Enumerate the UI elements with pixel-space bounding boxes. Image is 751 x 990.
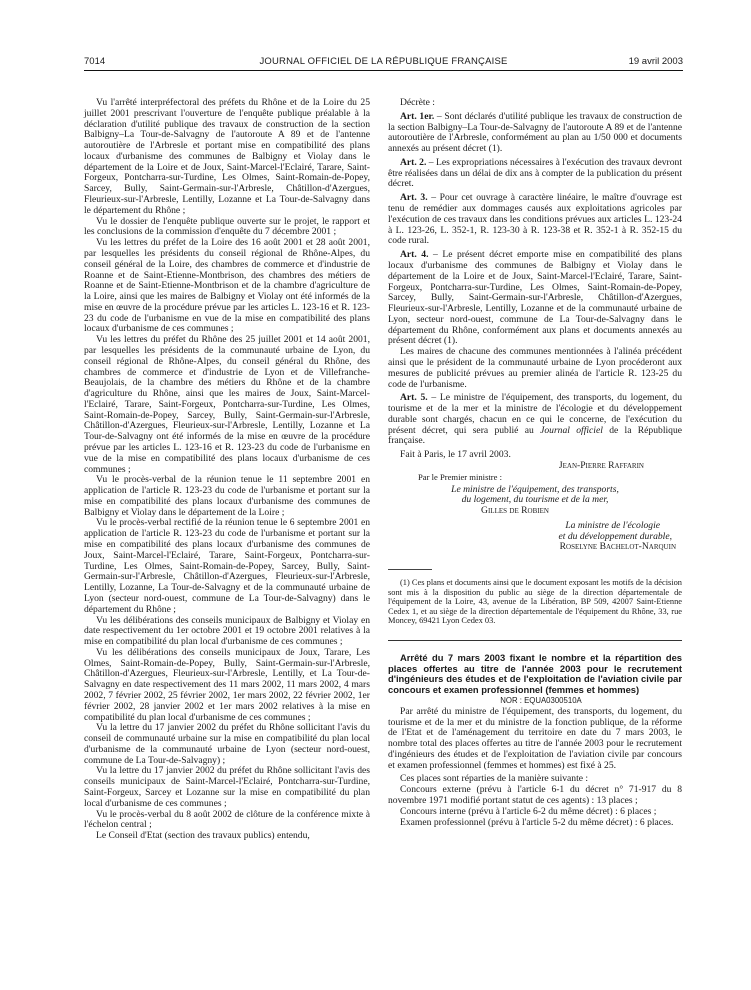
minister-2-name: Roselyne Bachelot-Narquin: [559, 541, 676, 553]
distribution-item: Concours interne (prévu à l'article 6-2 du même décret) : 6 places ;: [400, 805, 657, 817]
minister-1-title: Le ministre de l'équipement, des transports,: [451, 483, 619, 495]
visa-paragraph: Vu la lettre du 17 janvier 2002 du préfet du Rhône sollicitant l'avis du conseil de communauté urbaine sur la mise en compatibilité du plan local d'urbanisme de la communauté urbaine de Lyon (secteur nord-ouest, commune de La Tour-de-Salvagny) ;: [84, 722, 370, 766]
visa-paragraph: Vu les lettres du préfet du Rhône des 25 juillet 2001 et 14 août 2001, par lesquelles les présidents de la communauté urbaine de Lyon, du conseil régional de Rhône-Alpes, du conseil général du Rhône, des chambres de commerce et d'industrie de Lyon et de Villefranche-Beaujolais, de la chambre des métiers du Rhône et de la chambre d'agriculture du Rhône, ainsi que les maires de Joux, Saint-Marcel-l'Eclairé, Tarare, Saint-Forgeux, Pontcharra-sur-Turdine, Les Olmes, Saint-Romain-de-Popey, Sarcey, Bully, Saint-Germain-sur-l'Arbresle, Châtillon-d'Azergues, Fleurieux-sur-l'Arbresle, Lentilly, Lozanne et La Tour-de-Salvagny ont été informés de la mise en œuvre de la procédure prévue par les articles L. 123-16 et R. 123-23 du code de l'urbanisme en vue de la mise en compatibilité des plans locaux d'urbanisme de ces communes ;: [84, 334, 370, 475]
article-3-label: Art. 3.: [400, 192, 428, 204]
article-2: [388, 158, 682, 190]
visa-paragraph: Vu le procès-verbal du 8 août 2002 de clôture de la conférence mixte à l'échelon central ;: [84, 808, 370, 831]
page-number: 7014: [84, 56, 106, 67]
article-5: [388, 393, 682, 447]
arrete-body: Par arrêté du ministre de l'équipement, des transports, du logement, du tourisme et de la mer et du ministre de la fonction publique, de la réforme de l'Etat et de l'aménagement du territoire en date du 7 mars 2003, le nombre total des places offertes au titre de l'année 2003 pour le recrutement d'ingénieurs des études et de l'exploitation de l'aviation civile par concours et examen professionnel (femmes et hommes) est fixé à 25.: [388, 705, 682, 771]
footnote: (1) Ces plans et documents ainsi que le document exposant les motifs de la décision sont mis à la disposition du public au siège de la direction départementale de l'équipement de la Loire, 43, avenue de la Libération, BP 509, 42007 Saint-Etienne Cedex 1, et au siège de la direction départementale de l'équipement du Rhône, 33, rue Moncey, 69421 Lyon Cedex 03.: [388, 578, 682, 626]
header-rule: [84, 70, 683, 71]
distribution-item: Concours externe (prévu à l'article 6-1 du décret n° 71-917 du 8 novembre 1971 modifié portant statut de ces agents) : 13 places ;: [388, 784, 682, 806]
arrete-title: Arrêté du 7 mars 2003 fixant le nombre et la répartition des places offertes au titre de l'année 2003 pour le recrutement d'ingénieurs des études et de l'exploitation de l'aviation civile par concours et examen professionnel (femmes et hommes): [388, 651, 682, 696]
article-5-text-end: de la République française.: [388, 424, 683, 447]
decree-intro: Décrète :: [400, 97, 435, 108]
minister-1-name: Gilles de Robien: [481, 505, 549, 517]
article-4-text: – Le présent décret emporte mise en compatibilité des plans locaux d'urbanisme des communes de Balbigny et Violay dans le département de la Loire et de Joux, Saint-Marcel-l'Eclairé, Tarare, Saint-Forgeux, Pontcharra-sur-Turdine, Les Olmes, Saint-Romain-de-Popey, Sarcey, Bully, Saint-Germain-sur-l'Arbresle, Châtillon-d'Azergues, Fleurieux-sur-l'Arbresle, Lentilly, Lozanne et de la communauté urbaine de Lyon, secteur nord-ouest, commune de La Tour-de-Salvagny dans le département du Rhône, conformément aux plans et documents annexés au présent décret (1).: [388, 249, 682, 347]
distribution-intro: Ces places sont réparties de la manière suivante :: [400, 773, 589, 785]
right-column: [388, 98, 682, 828]
visa-paragraph: Le Conseil d'Etat (section des travaux publics) entendu,: [96, 830, 310, 842]
pm-by: Par le Premier ministre :: [418, 471, 503, 482]
article-4-paragraph-2: Les maires de chacune des communes mentionnées à l'alinéa précédent ainsi que le président de la communauté urbaine de Lyon procéderont aux mesures de publicité prévues au premier alinéa de l'article R. 123-25 du code de l'urbanisme.: [388, 346, 682, 390]
article-2-label: Art. 2.: [400, 156, 427, 168]
minister-1-title-cont: du logement, du tourisme et de la mer,: [461, 494, 609, 506]
section-divider: [388, 640, 682, 641]
article-4-label: Art. 4.: [400, 249, 429, 261]
done-at: Fait à Paris, le 17 avril 2003.: [400, 449, 511, 461]
issue-date: 19 avril 2003: [628, 56, 683, 67]
distribution-item: Examen professionnel (prévu à l'article 5-2 du même décret) : 6 places.: [400, 816, 674, 828]
article-1-text: – Sont déclarés d'utilité publique les travaux de construction de la section Balbigny–La Tour-de-Salvagny de l'autoroute A 89 et de l'antenne autoroutière de l'Arbresle, conformément au plan au 1/50 000 et documents annexés au présent décret (1).: [388, 110, 682, 155]
minister-2-title: La ministre de l'écologie: [565, 519, 660, 531]
article-5-text: – Le ministre de l'équipement, des transports, du logement, du tourisme et de la mer et la ministre de l'écologie et du développement durable sont chargés, chacun en ce qui le concerne, de l'exécution du présent décret, qui sera publié au: [388, 392, 682, 436]
article-1: [388, 112, 682, 155]
journal-title: JOURNAL OFFICIEL DE LA RÉPUBLIQUE FRANÇAISE: [259, 56, 508, 67]
visa-paragraph: Vu le procès-verbal rectifié de la réunion tenue le 6 septembre 2001 en application de l'article R. 123-23 du code de l'urbanisme et portant sur la mise en compatibilité des plans locaux d'urbanisme des communes de Joux, Saint-Marcel-l'Eclairé, Tarare, Saint-Forgeux, Pontcharra-sur-Turdine, Les Olmes, Saint-Romain-de-Popey, Sarcey, Bully, Saint-Germain-sur-l'Arbresle, Châtillon-d'Azergues, Fleurieux-sur-l'Arbresle, Lentilly, Lozanne, La Tour-de-Salvagny et de la communauté urbaine de Lyon (secteur nord-ouest, commune de La Tour-de-Salvagny) dans le département du Rhône ;: [84, 517, 370, 615]
journal-officiel-mention: Journal officiel: [540, 424, 603, 436]
article-1-label: Art. 1er.: [400, 110, 435, 122]
article-2-text: – Les expropriations nécessaires à l'exécution des travaux devront être réalisées dans un délai de dix ans à compter de la publication du présent décret.: [388, 156, 682, 190]
article-5-label: Art. 5.: [400, 392, 428, 404]
page-header: [84, 56, 683, 70]
minister-2-title-cont: et du développement durable,: [558, 530, 672, 542]
article-3: [388, 193, 682, 247]
pm-signature: Jean-Pierre Raffarin: [558, 460, 644, 471]
visa-paragraph: Vu les délibérations des conseils municipaux de Balbigny et Violay en date respectivement du 1er octobre 2001 et 19 octobre 2001 relatives à la mise en compatibilité du plan local d'urbanisme de ces communes ;: [84, 614, 370, 648]
nor-reference: NOR : EQUA0300510A: [500, 695, 582, 705]
left-column: [84, 98, 370, 842]
footnote-rule: [388, 569, 432, 570]
visa-paragraph: Vu l'arrêté interpréfectoral des préfets du Rhône et de la Loire du 25 juillet 2001 prescrivant l'ouverture de l'enquête publique préalable à la déclaration d'utilité publique des travaux de construction de la section Balbigny–La Tour-de-Salvagny de l'autoroute A 89 et de l'antenne autoroutière de l'Arbresle et portant mise en compatibilité des plans locaux d'urbanisme des communes de Balbigny et Violay dans le département de la Loire et de Joux, Saint-Marcel-l'Eclairé, Tarare, Saint-Forgeux, Pontcharra-sur-Turdine, Les Olmes, Saint-Romain-de-Popey, Sarcey, Bully, Saint-Germain-sur-l'Arbresle, Châtillon-d'Azergues, Fleurieux-sur-l'Arbresle, Lentilly, Lozanne et La Tour-de-Salvagny dans le département du Rhône ;: [84, 97, 370, 216]
visa-paragraph: Vu la lettre du 17 janvier 2002 du préfet du Rhône sollicitant l'avis des conseils municipaux de Saint-Marcel-l'Eclairé, Pontcharra-sur-Turdine, Saint-Forgeux, Sarcey et Lozanne sur la mise en compatibilité du plan local d'urbanisme de ces communes ;: [84, 765, 370, 809]
article-3-text: – Pour cet ouvrage à caractère linéaire, le maître d'ouvrage est tenu de remédier aux dommages causés aux exploitations agricoles par l'exécution de ces travaux dans les conditions prévues aux articles L. 123-24 à L. 123-26, L. 352-1, R. 123-30 à R. 123-38 et R. 352-1 à R. 352-15 du code rural.: [388, 192, 683, 247]
article-4: [388, 250, 682, 347]
visa-paragraph: Vu les délibérations des conseils municipaux de Joux, Tarare, Les Olmes, Saint-Romain-de-Popey, Bully, Saint-Germain-sur-l'Arbresle, Châtillon-d'Azergues, Fleurieux-sur-l'Arbresle, Lentilly, et La Tour-de-Salvagny en date respectivement des 11 mars 2002, 11 mars 2002, 4 mars 2002, 7 février 2002, 25 février 2002, 1er mars 2002, 22 février 2002, 1er février 2002, 28 janvier 2002 et 1er mars 2002 relatives à la mise en compatibilité du plan local d'urbanisme de ces communes ;: [84, 646, 370, 723]
visa-paragraph: Vu le procès-verbal de la réunion tenue le 11 septembre 2001 en application de l'article R. 123-23 du code de l'urbanisme et portant sur la mise en compatibilité des plans locaux d'urbanisme des communes de Balbigny et Violay dans le département de la Loire ;: [84, 474, 370, 518]
visa-paragraph: Vu le dossier de l'enquête publique ouverte sur le projet, le rapport et les conclusions de la commission d'enquête du 7 décembre 2001 ;: [84, 215, 370, 238]
visa-paragraph: Vu les lettres du préfet de la Loire des 16 août 2001 et 28 août 2001, par lesquelles les présidents du conseil régional de Rhône-Alpes, du conseil général de la Loire, des chambres de commerce et d'industrie de Roanne et de Saint-Etienne-Montbrison, des chambres des métiers de Roanne et de Saint-Etienne-Montbrison et de la chambre d'agriculture de la Loire, ainsi que les maires de Balbigny et Violay ont été informés de la mise en œuvre de la procédure prévue par les articles L. 123-16 et R. 123-23 du code de l'urbanisme en vue de la mise en compatibilité des plans locaux d'urbanisme de ces communes ;: [84, 237, 370, 335]
